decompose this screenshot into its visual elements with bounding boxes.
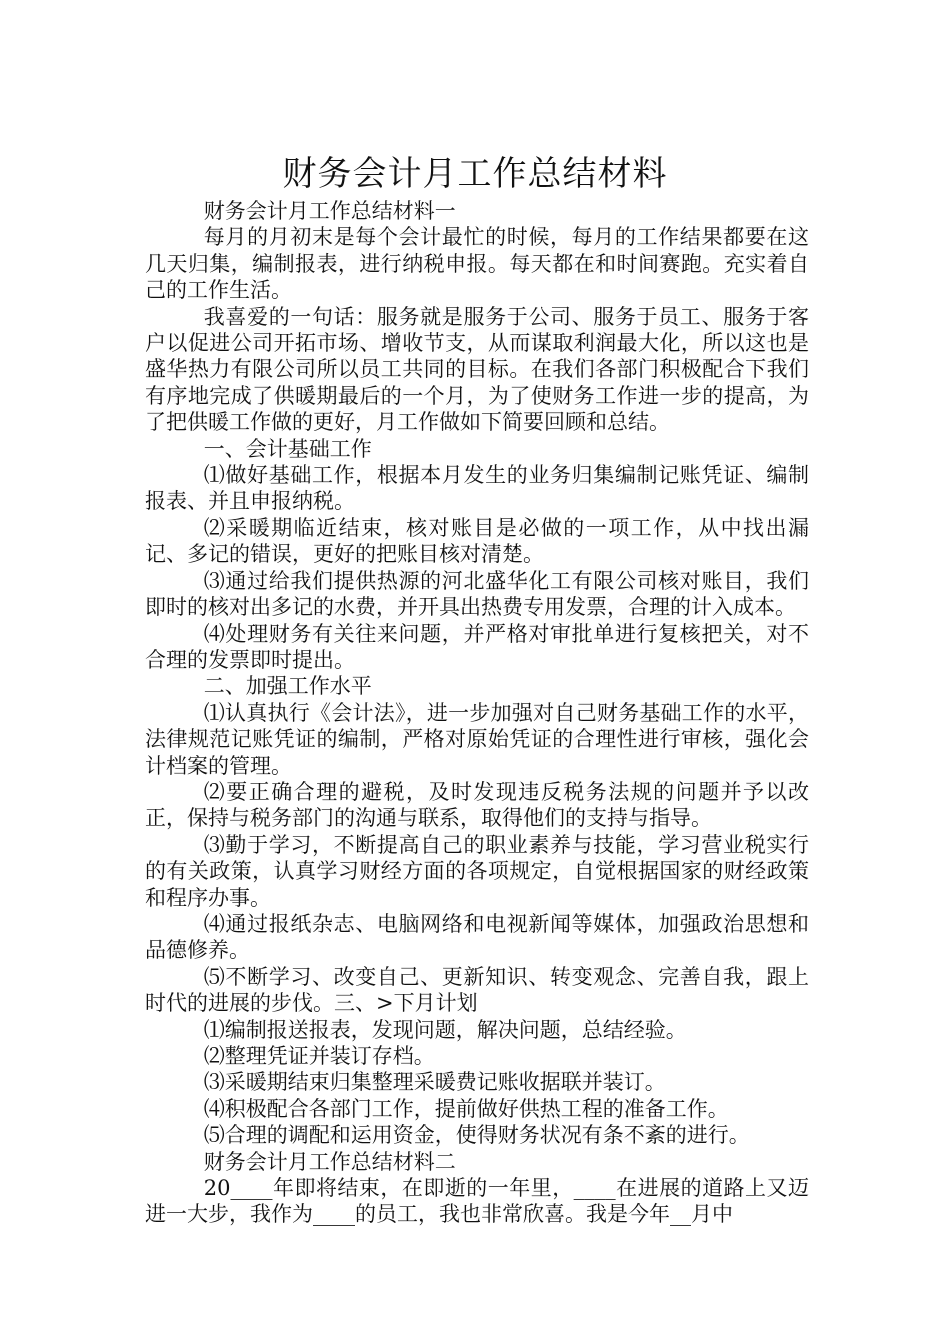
- paragraph: 20____年即将结束，在即逝的一年里，____在进展的道路上又迈进一大步，我作为____的员工，我也非常欣喜。我是今年__月中: [145, 1176, 809, 1227]
- section-heading: 二、加强工作水平: [203, 674, 372, 699]
- section-heading: 财务会计月工作总结材料二: [203, 1149, 456, 1174]
- list-item: ⑷积极配合各部门工作，提前做好供热工程的准备工作。: [203, 1096, 729, 1121]
- list-item: ⑷处理财务有关往来问题，并严格对审批单进行复核把关，对不合理的发票即时提出。: [145, 621, 809, 672]
- list-item: ⑶采暖期结束归集整理采暖费记账收据联并装订。: [203, 1070, 666, 1095]
- section-heading: 财务会计月工作总结材料一: [203, 199, 456, 223]
- list-item: ⑶通过给我们提供热源的河北盛华化工有限公司核对账目，我们即时的核对出多记的水费，并开具出热费专用发票，合理的计入成本。: [145, 568, 809, 620]
- list-item: ⑵采暖期临近结束，核对账目是必做的一项工作，从中找出漏记、多记的错误，更好的把账目核对清楚。: [145, 515, 809, 567]
- list-item: ⑵整理凭证并装订存档。: [203, 1044, 435, 1068]
- list-item: ⑴认真执行《会计法》，进一步加强对自己财务基础工作的水平，法律规范记账凭证的编制，严格对原始凭证的合理性进行审核，强化会计档案的管理。: [145, 700, 809, 778]
- list-item: ⑴做好基础工作，根据本月发生的业务归集编制记账凭证、编制报表、并且申报纳税。: [145, 463, 809, 514]
- list-item: ⑷通过报纸杂志、电脑网络和电视新闻等媒体，加强政治思想和品德修养。: [145, 911, 809, 963]
- list-item: ⑶勤于学习，不断提高自己的职业素养与技能，学习营业税实行的有关政策，认真学习财经方面的各项规定，自觉根据国家的财经政策和程序办事。: [145, 832, 809, 910]
- document-body: [145, 198, 809, 1228]
- list-item: ⑸不断学习、改变自己、更新知识、转变观念、完善自我，跟上时代的进展的步伐。三、>下月计划: [145, 964, 809, 1016]
- paragraph: 我喜爱的一句话：服务就是服务于公司、服务于员工、服务于客户以促进公司开拓市场、增收节支，从而谋取利润最大化，所以这也是盛华热力有限公司所以员工共同的目标。在我们各部门积极配合下我们有序地完成了供暖期最后的一个月，为了使财务工作进一步的提高，为了把供暖工作做的更好，月工作做如下简要回顾和总结。: [145, 304, 809, 435]
- section-heading: 一、会计基础工作: [203, 436, 372, 461]
- list-item: ⑵要正确合理的避税，及时发现违反税务法规的问题并予以改正，保持与税务部门的沟通与联系，取得他们的支持与指导。: [145, 779, 809, 831]
- list-item: ⑸合理的调配和运用资金，使得财务状况有条不紊的进行。: [203, 1123, 750, 1148]
- document-title: 财务会计月工作总结材料: [282, 153, 668, 194]
- list-item: ⑴编制报送报表，发现问题，解决问题，总结经验。: [203, 1017, 687, 1042]
- paragraph: 每月的月初末是每个会计最忙的时候，每月的工作结果都要在这几天归集，编制报表，进行纳税申报。每天都在和时间赛跑。充实着自己的工作生活。: [145, 225, 809, 303]
